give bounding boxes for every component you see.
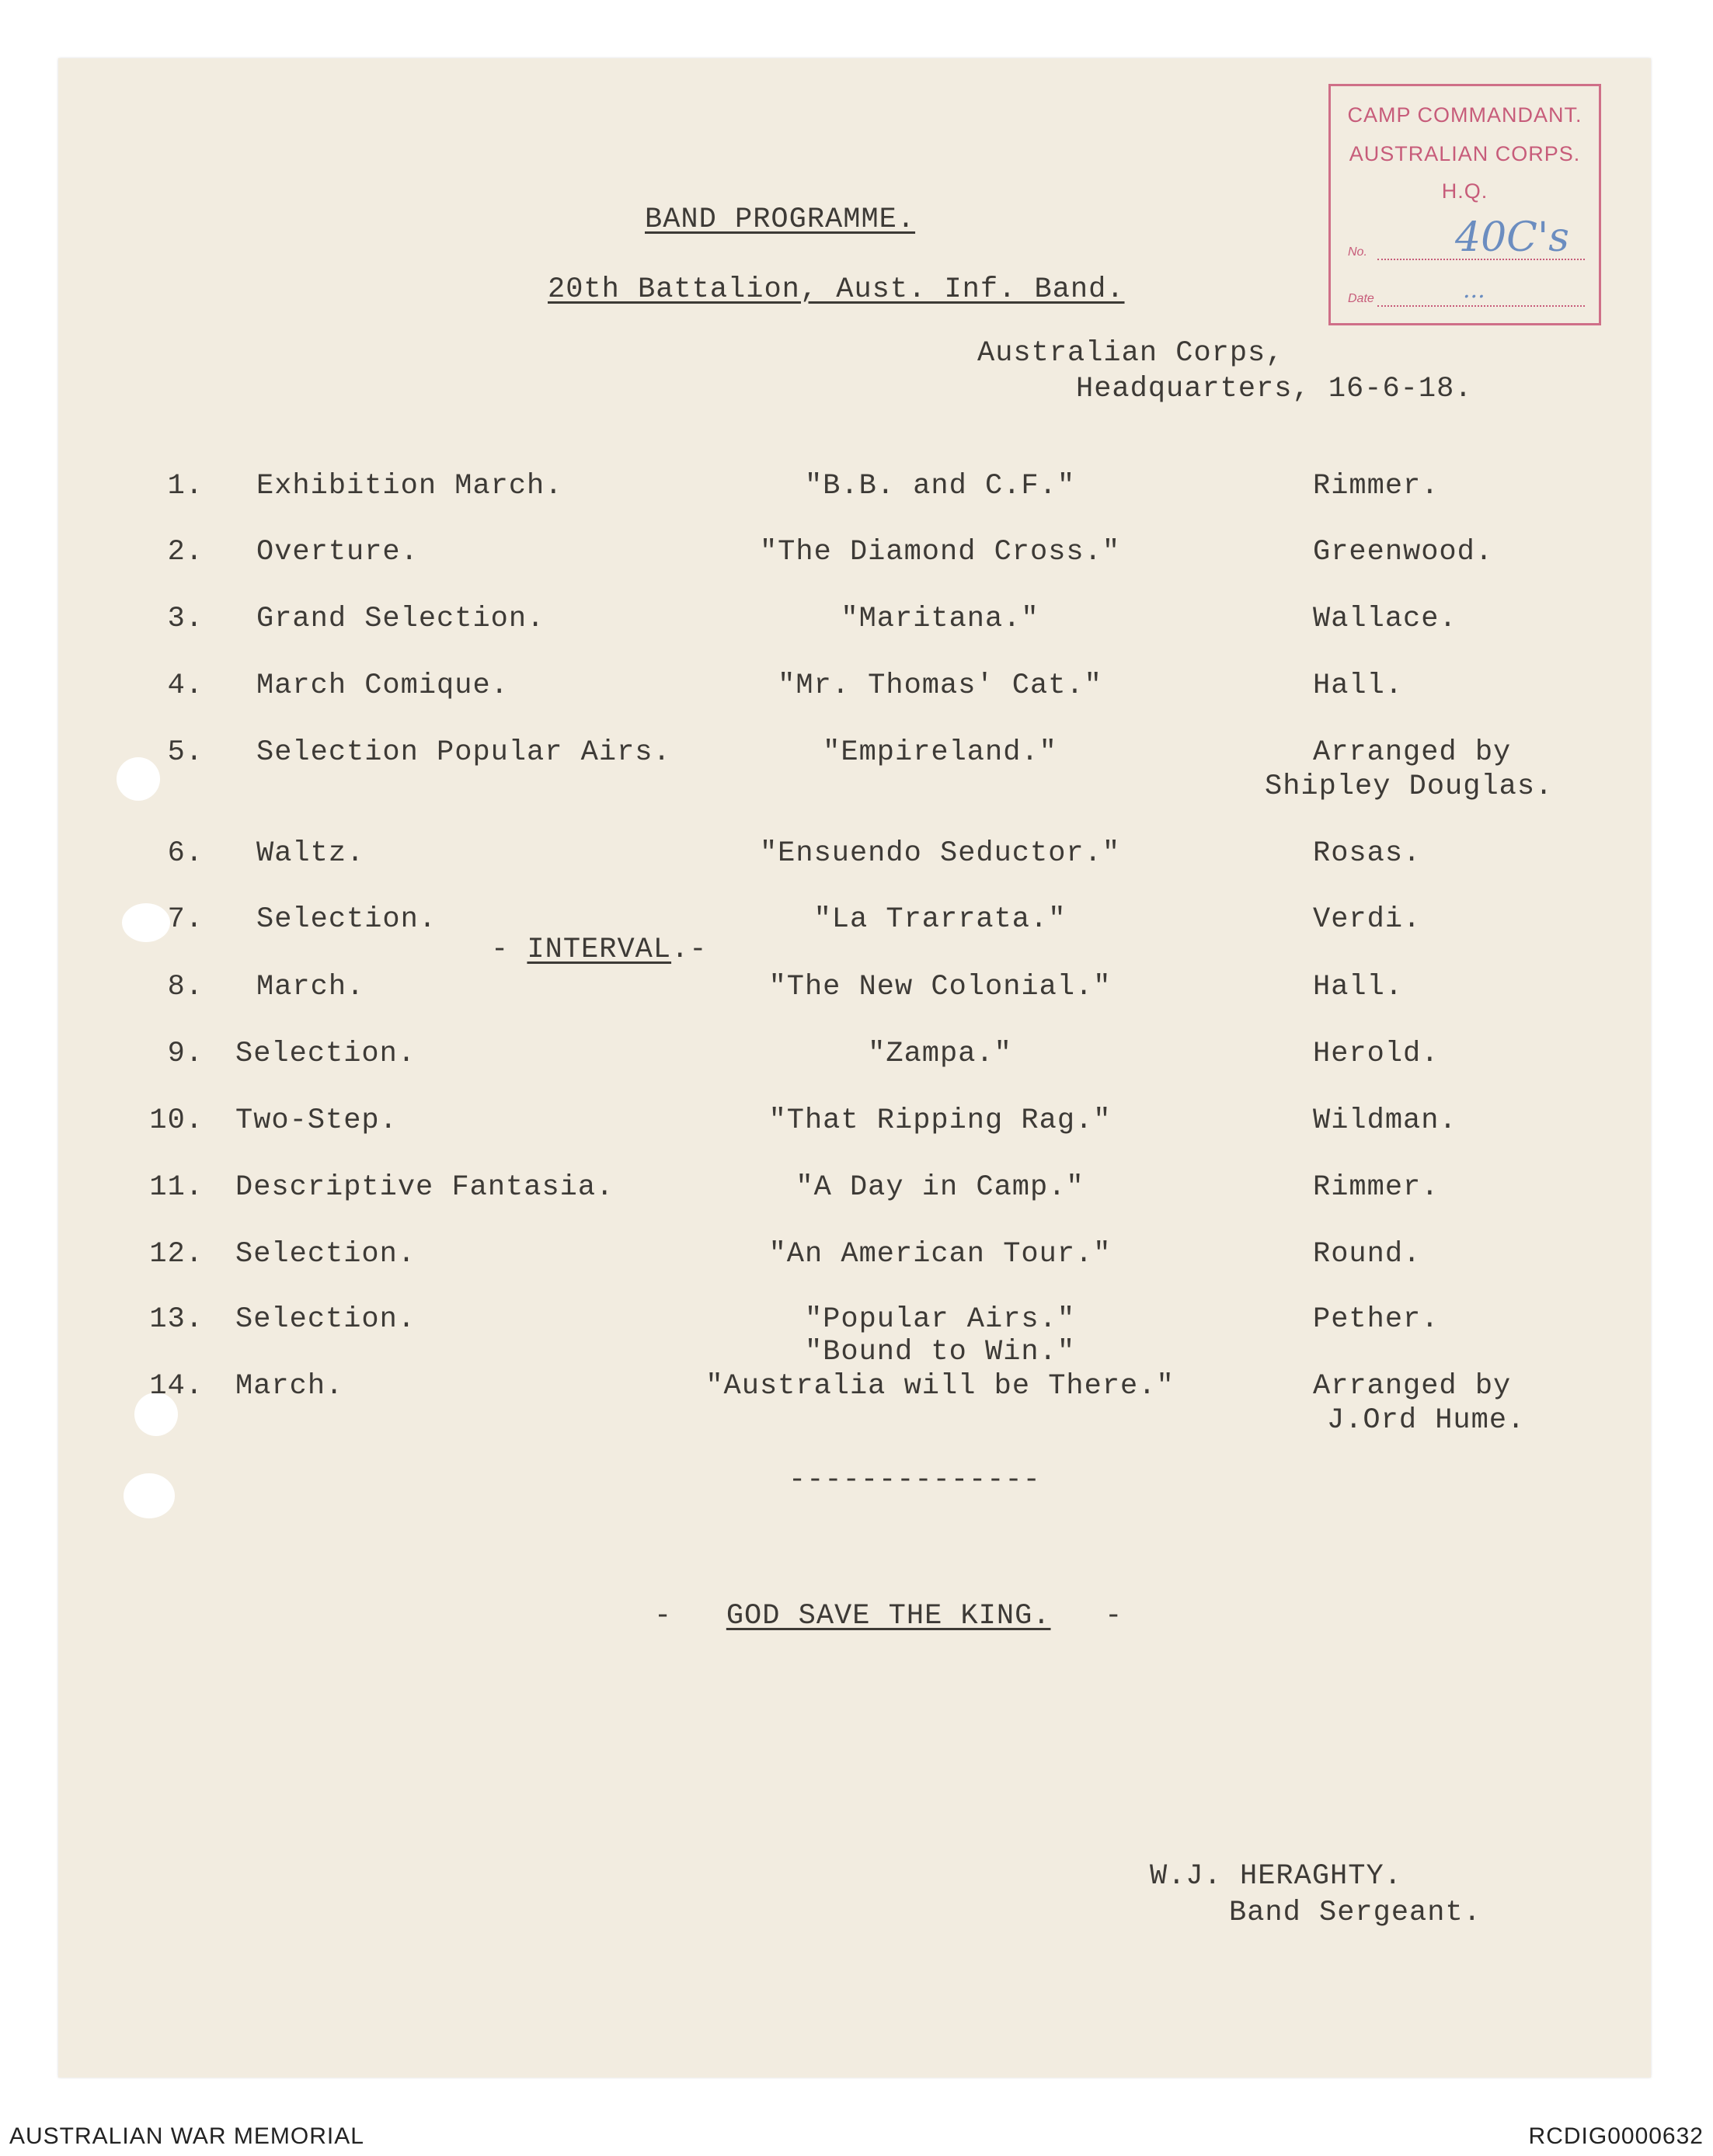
item-type: Selection. — [256, 903, 437, 936]
divider-line: -------------- — [789, 1464, 1041, 1497]
punch-hole — [124, 1473, 175, 1518]
stamp-no-handwritten: 40C's — [1455, 214, 1569, 261]
item-composer: Arranged by — [1313, 1370, 1512, 1403]
document-title: BAND PROGRAMME. — [645, 203, 916, 236]
item-type: March Comique. — [256, 669, 509, 702]
item-composer: Wallace. — [1313, 603, 1457, 635]
item-type: Exhibition March. — [256, 470, 563, 502]
item-number: 14. — [149, 1370, 204, 1403]
item-number: 1. — [167, 470, 204, 502]
punch-hole — [122, 903, 170, 942]
stamp-line-1: CAMP COMMANDANT. — [1347, 103, 1582, 127]
item-number: 5. — [167, 736, 204, 769]
item-title: "Ensuendo Seductor." — [759, 837, 1121, 870]
item-composer-line-2: Shipley Douglas. — [1265, 770, 1554, 803]
footer-right-caption: RCDIG0000632 — [1528, 2123, 1704, 2149]
item-type: Selection. — [235, 1038, 416, 1070]
item-number: 2. — [167, 536, 204, 569]
location-line-2: Headquarters, 16-6-18. — [1076, 373, 1473, 405]
item-title: "A Day in Camp." — [796, 1171, 1085, 1204]
document-subtitle: 20th Battalion, Aust. Inf. Band. — [548, 273, 1125, 306]
item-type: Waltz. — [256, 837, 365, 870]
item-type: March. — [235, 1370, 344, 1403]
item-composer: Verdi. — [1313, 903, 1422, 936]
item-composer: Hall. — [1313, 971, 1404, 1003]
item-type: Two-Step. — [235, 1104, 398, 1137]
anthem-line — [654, 1600, 1123, 1633]
signature-role: Band Sergeant. — [1229, 1897, 1481, 1929]
anthem-prefix: - — [654, 1600, 726, 1633]
item-title: "Maritana." — [841, 603, 1039, 635]
stamp-line-3: H.Q. — [1441, 179, 1488, 203]
item-type: March. — [256, 971, 365, 1003]
item-title: "The New Colonial." — [768, 971, 1112, 1003]
stamp-date-dotted-line — [1377, 305, 1585, 307]
item-title: "The Diamond Cross." — [759, 536, 1121, 569]
interval-word: INTERVAL — [527, 934, 672, 966]
item-type: Grand Selection. — [256, 603, 545, 635]
item-composer: Arranged by — [1313, 736, 1512, 769]
item-title: "Empireland." — [823, 736, 1057, 769]
item-number: 9. — [167, 1038, 204, 1070]
item-number: 12. — [149, 1238, 204, 1271]
item-title: "An American Tour." — [768, 1238, 1112, 1271]
item-title: "That Ripping Rag." — [768, 1104, 1112, 1137]
item-number: 6. — [167, 837, 204, 870]
interval-suffix: .- — [671, 934, 708, 966]
item-number: 3. — [167, 603, 204, 635]
item-composer: Herold. — [1313, 1038, 1440, 1070]
item-type: Selection. — [235, 1303, 416, 1336]
item-title: "Bound to Win." — [804, 1336, 1076, 1368]
stamp-no-label: No. — [1348, 245, 1367, 259]
item-number: 8. — [167, 971, 204, 1003]
item-composer: Rosas. — [1313, 837, 1422, 870]
anthem-text: GOD SAVE THE KING. — [726, 1600, 1051, 1633]
anthem-suffix: - — [1050, 1600, 1123, 1633]
stamp-line-2: AUSTRALIAN CORPS. — [1349, 142, 1581, 165]
item-type: Overture. — [256, 536, 419, 569]
item-composer-line-2: J.Ord Hume. — [1327, 1404, 1526, 1437]
stamp-date-handwritten: ... — [1463, 276, 1485, 304]
item-title: "Mr. Thomas' Cat." — [778, 669, 1102, 702]
item-number: 13. — [149, 1303, 204, 1336]
camp-commandant-stamp — [1328, 84, 1601, 325]
item-type: Descriptive Fantasia. — [235, 1171, 615, 1204]
item-number: 11. — [149, 1171, 204, 1204]
punch-hole — [117, 757, 160, 801]
item-type: Selection Popular Airs. — [256, 736, 671, 769]
item-composer: Rimmer. — [1313, 470, 1440, 502]
item-number: 7. — [167, 903, 204, 936]
item-title: "B.B. and C.F." — [804, 470, 1076, 502]
item-title: "Popular Airs." — [804, 1303, 1076, 1336]
interval-prefix: - — [491, 934, 527, 966]
item-composer: Round. — [1313, 1238, 1422, 1271]
item-number: 10. — [149, 1104, 204, 1137]
stamp-date-label: Date — [1348, 292, 1374, 305]
item-title: "Australia will be There." — [705, 1370, 1175, 1403]
item-composer: Rimmer. — [1313, 1171, 1440, 1204]
item-composer: Wildman. — [1313, 1104, 1457, 1137]
item-title: "Zampa." — [868, 1038, 1012, 1070]
item-type: Selection. — [235, 1238, 416, 1271]
item-composer: Hall. — [1313, 669, 1404, 702]
signature-name: W.J. HERAGHTY. — [1150, 1860, 1402, 1893]
item-title: "La Trarrata." — [813, 903, 1067, 936]
footer-left-caption: AUSTRALIAN WAR MEMORIAL — [9, 2123, 364, 2149]
item-composer: Pether. — [1313, 1303, 1440, 1336]
location-line-1: Australian Corps, — [977, 337, 1284, 370]
interval-marker — [491, 934, 707, 966]
item-number: 4. — [167, 669, 204, 702]
item-composer: Greenwood. — [1313, 536, 1494, 569]
